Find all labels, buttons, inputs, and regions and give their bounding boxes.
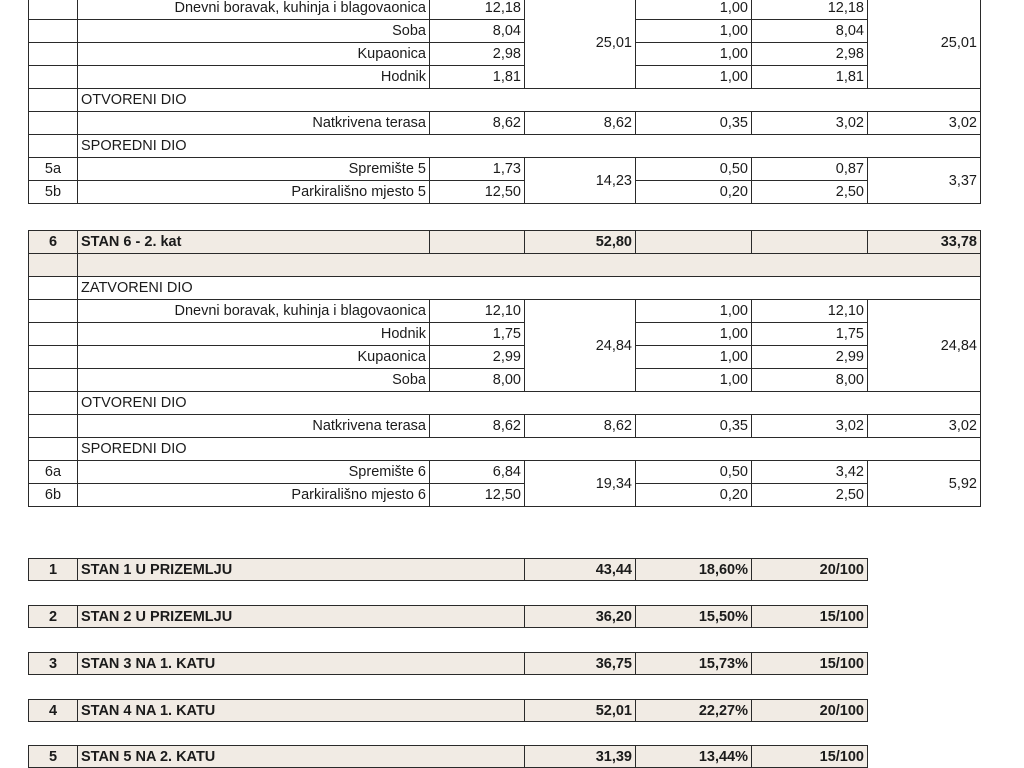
empty-cell: [636, 231, 752, 254]
summary-number: 2: [29, 606, 78, 628]
table-row: [29, 369, 981, 392]
room-name: Dnevni boravak, kuhinja i blagovaonica: [78, 0, 430, 20]
room-weighted-area: 2,50: [752, 181, 868, 204]
table-row: [29, 158, 981, 181]
room-coefficient: 1,00: [636, 43, 752, 66]
table-row: [29, 606, 868, 628]
room-weighted-area: 8,00: [752, 369, 868, 392]
row-number: [29, 112, 78, 135]
table-row: [29, 653, 868, 675]
aux-area-total: 14,23: [525, 158, 636, 204]
room-coefficient: 1,00: [636, 300, 752, 323]
room-name: Natkrivena terasa: [78, 415, 430, 438]
summary-row-1: [28, 558, 868, 581]
room-weighted-area: 3,42: [752, 461, 868, 484]
closed-area-total: 25,01: [525, 0, 636, 89]
row-number: [29, 346, 78, 369]
closed-section-label: ZATVORENI DIO: [78, 277, 981, 300]
room-coefficient: 1,00: [636, 369, 752, 392]
room-weighted-area: 2,98: [752, 43, 868, 66]
table-row: [29, 43, 981, 66]
closed-area-total: 24,84: [525, 300, 636, 392]
summary-row-5: [28, 745, 868, 768]
summary-area: 31,39: [525, 746, 636, 768]
open-area-total: 8,62: [525, 112, 636, 135]
summary-share: 20/100: [752, 700, 868, 722]
room-area: 1,73: [430, 158, 525, 181]
summary-percent: 13,44%: [636, 746, 752, 768]
room-coefficient: 1,00: [636, 0, 752, 20]
row-number: [29, 89, 78, 112]
room-coefficient: 0,50: [636, 461, 752, 484]
summary-area: 52,01: [525, 700, 636, 722]
room-name: Soba: [78, 20, 430, 43]
row-number: [29, 20, 78, 43]
row-number: [29, 0, 78, 20]
table-row: [29, 484, 981, 507]
room-area: 8,00: [430, 369, 525, 392]
table-row: [29, 0, 981, 20]
open-weighted-total: 3,02: [868, 415, 981, 438]
row-number: [29, 392, 78, 415]
room-area: 8,62: [430, 112, 525, 135]
summary-unit-name: STAN 2 U PRIZEMLJU: [78, 606, 525, 628]
table-row: [29, 559, 868, 581]
empty-cell: [430, 231, 525, 254]
room-area: 2,99: [430, 346, 525, 369]
summary-unit-name: STAN 5 NA 2. KATU: [78, 746, 525, 768]
aux-section-label: SPOREDNI DIO: [78, 438, 981, 461]
unit-area-total: 52,80: [525, 231, 636, 254]
room-area: 12,50: [430, 484, 525, 507]
row-number: [29, 300, 78, 323]
closed-weighted-total: 25,01: [868, 0, 981, 89]
summary-number: 4: [29, 700, 78, 722]
open-area-total: 8,62: [525, 415, 636, 438]
row-number: [29, 135, 78, 158]
aux-weighted-total: 5,92: [868, 461, 981, 507]
row-number: [29, 369, 78, 392]
room-name: Hodnik: [78, 323, 430, 346]
room-name: Parkirališno mjesto 6: [78, 484, 430, 507]
unit-number: 6: [29, 231, 78, 254]
room-weighted-area: 1,75: [752, 323, 868, 346]
table-row: [29, 323, 981, 346]
row-number: [29, 43, 78, 66]
room-area: 12,50: [430, 181, 525, 204]
room-name: Spremište 5: [78, 158, 430, 181]
unit-title: STAN 6 - 2. kat: [78, 231, 430, 254]
room-area: 1,75: [430, 323, 525, 346]
open-weighted-total: 3,02: [868, 112, 981, 135]
row-number: [29, 66, 78, 89]
summary-area: 43,44: [525, 559, 636, 581]
summary-share: 15/100: [752, 746, 868, 768]
section-label-row: [29, 438, 981, 461]
room-name: Spremište 6: [78, 461, 430, 484]
summary-unit-name: STAN 1 U PRIZEMLJU: [78, 559, 525, 581]
summary-unit-name: STAN 4 NA 1. KATU: [78, 700, 525, 722]
summary-percent: 15,50%: [636, 606, 752, 628]
room-weighted-area: 2,99: [752, 346, 868, 369]
section-label-row: [29, 135, 981, 158]
table-row: [29, 181, 981, 204]
room-area: 12,10: [430, 300, 525, 323]
table-row: [29, 66, 981, 89]
summary-number: 1: [29, 559, 78, 581]
room-weighted-area: 2,50: [752, 484, 868, 507]
room-coefficient: 0,20: [636, 484, 752, 507]
room-name: Hodnik: [78, 66, 430, 89]
room-coefficient: 1,00: [636, 323, 752, 346]
summary-row-2: [28, 605, 868, 628]
section-label-row: [29, 277, 981, 300]
row-number: [29, 438, 78, 461]
table-row: [29, 746, 868, 768]
section-label-row: [29, 89, 981, 112]
summary-area: 36,20: [525, 606, 636, 628]
summary-percent: 18,60%: [636, 559, 752, 581]
row-number: 6a: [29, 461, 78, 484]
room-coefficient: 0,20: [636, 181, 752, 204]
row-number: 5a: [29, 158, 78, 181]
summary-area: 36,75: [525, 653, 636, 675]
row-number: 5b: [29, 181, 78, 204]
room-coefficient: 1,00: [636, 346, 752, 369]
empty-cell: [29, 254, 78, 277]
table-row: [29, 112, 981, 135]
summary-row-3: [28, 652, 868, 675]
room-coefficient: 0,50: [636, 158, 752, 181]
room-weighted-area: 12,10: [752, 300, 868, 323]
room-name: Kupaonica: [78, 43, 430, 66]
unit-header-row: [29, 231, 981, 254]
room-weighted-area: 3,02: [752, 415, 868, 438]
summary-percent: 15,73%: [636, 653, 752, 675]
summary-share: 20/100: [752, 559, 868, 581]
room-name: Parkirališno mjesto 5: [78, 181, 430, 204]
summary-number: 3: [29, 653, 78, 675]
table-row: [29, 20, 981, 43]
empty-cell: [78, 254, 981, 277]
summary-share: 15/100: [752, 606, 868, 628]
table-row: [29, 346, 981, 369]
aux-area-total: 19,34: [525, 461, 636, 507]
room-area: 1,81: [430, 66, 525, 89]
section-label-row: [29, 392, 981, 415]
room-coefficient: 0,35: [636, 415, 752, 438]
room-weighted-area: 8,04: [752, 20, 868, 43]
spacer-row: [29, 254, 981, 277]
room-area: 8,04: [430, 20, 525, 43]
table-row: [29, 461, 981, 484]
room-coefficient: 0,35: [636, 112, 752, 135]
room-area: 8,62: [430, 415, 525, 438]
room-name: Dnevni boravak, kuhinja i blagovaonica: [78, 300, 430, 323]
room-weighted-area: 1,81: [752, 66, 868, 89]
room-area: 12,18: [430, 0, 525, 20]
aux-weighted-total: 3,37: [868, 158, 981, 204]
summary-share: 15/100: [752, 653, 868, 675]
room-weighted-area: 12,18: [752, 0, 868, 20]
room-name: Natkrivena terasa: [78, 112, 430, 135]
unit5-table: [28, 0, 981, 204]
unit-weighted-total: 33,78: [868, 231, 981, 254]
row-number: 6b: [29, 484, 78, 507]
empty-cell: [752, 231, 868, 254]
aux-section-label: SPOREDNI DIO: [78, 135, 981, 158]
room-area: 2,98: [430, 43, 525, 66]
room-weighted-area: 0,87: [752, 158, 868, 181]
row-number: [29, 323, 78, 346]
row-number: [29, 415, 78, 438]
room-weighted-area: 3,02: [752, 112, 868, 135]
summary-number: 5: [29, 746, 78, 768]
table-row: [29, 415, 981, 438]
table-row: [29, 700, 868, 722]
room-coefficient: 1,00: [636, 66, 752, 89]
open-section-label: OTVORENI DIO: [78, 89, 981, 112]
room-area: 6,84: [430, 461, 525, 484]
row-number: [29, 277, 78, 300]
room-name: Kupaonica: [78, 346, 430, 369]
open-section-label: OTVORENI DIO: [78, 392, 981, 415]
closed-weighted-total: 24,84: [868, 300, 981, 392]
summary-percent: 22,27%: [636, 700, 752, 722]
room-name: Soba: [78, 369, 430, 392]
summary-unit-name: STAN 3 NA 1. KATU: [78, 653, 525, 675]
unit6-table: [28, 230, 981, 507]
room-coefficient: 1,00: [636, 20, 752, 43]
table-row: [29, 300, 981, 323]
summary-row-4: [28, 699, 868, 722]
